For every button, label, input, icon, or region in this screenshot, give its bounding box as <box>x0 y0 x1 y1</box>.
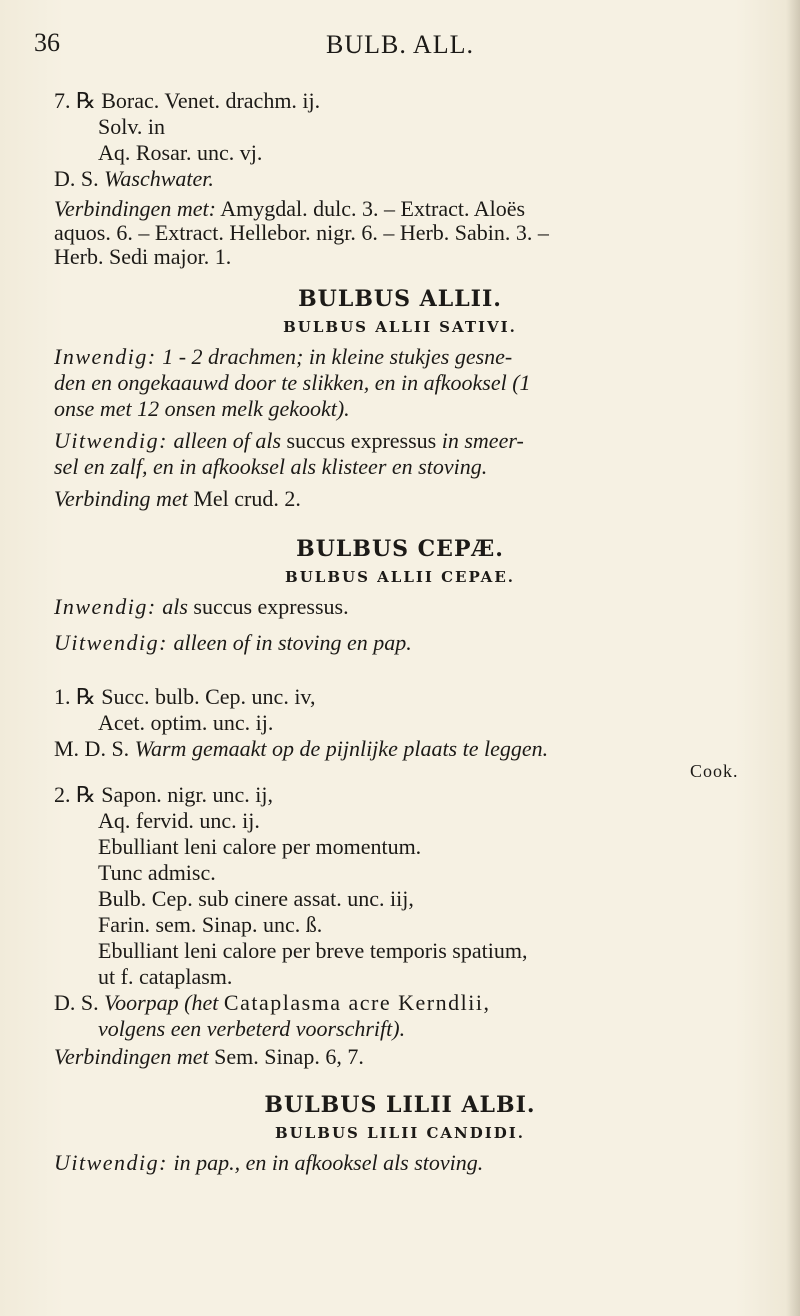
combinations-text: aquos. 6. – Extract. Hellebor. nigr. 6. – Herb. Sabin. 3. – <box>54 220 549 245</box>
recipe-line: Borac. Venet. drachm. ij. <box>101 88 321 113</box>
recipe-line: Aq. fervid. unc. ij. <box>98 808 260 833</box>
recipe-line: Ebulliant leni calore per momentum. <box>98 834 422 859</box>
combinations-label: Verbindingen met: <box>54 196 216 221</box>
recipe-line: Sapon. nigr. unc. ij, <box>101 782 273 807</box>
section-subheading: BULBUS ALLII SATIVI. <box>283 318 517 336</box>
signature-label: M. D. S. <box>54 736 130 761</box>
internal-label: Inwendig: <box>54 344 157 369</box>
external-text: alleen of in stoving en pap. <box>173 630 412 655</box>
recipe-number: 1. <box>54 684 71 709</box>
recipe-line: Acet. optim. unc. ij. <box>98 710 274 735</box>
internal-text: succus expressus. <box>193 594 349 619</box>
recipe-line: Aq. Rosar. unc. vj. <box>98 140 263 165</box>
recipe-line: Farin. sem. Sinap. unc. ß. <box>98 912 323 937</box>
external-text: succus expressus <box>286 428 437 453</box>
signature-label: D. S. <box>54 990 99 1015</box>
combinations-text: Sem. Sinap. 6, 7. <box>214 1044 364 1069</box>
recipe-number: 7. <box>54 88 71 113</box>
recipe-line: Tunc admisc. <box>98 860 216 885</box>
external-label: Uitwendig: <box>54 1150 168 1175</box>
recipe-line: Succ. bulb. Cep. unc. iv, <box>101 684 316 709</box>
recipe-line: Ebulliant leni calore per breve temporis spatium, <box>98 938 528 963</box>
signature-text: Warm gemaakt op de pijnlijke plaats te leggen. <box>134 736 549 761</box>
signature-text: Waschwater. <box>104 166 214 191</box>
recipe-line: Bulb. Cep. sub cinere assat. unc. iij, <box>98 886 414 911</box>
page-header <box>0 28 800 68</box>
external-text: in smeer- <box>441 428 524 453</box>
section-subheading: BULBUS ALLII CEPAE. <box>285 568 515 586</box>
internal-label: Inwendig: <box>54 594 157 619</box>
signature-text: volgens een verbeterd voorschrift). <box>98 1016 406 1041</box>
page-edge-shadow <box>786 0 800 1316</box>
recipe-line: Solv. in <box>98 114 166 139</box>
internal-text: onse met 12 onsen melk gekookt). <box>54 396 350 421</box>
signature-text: Voorpap (het <box>104 990 219 1015</box>
combinations-text: Mel crud. 2. <box>193 486 301 511</box>
source-attribution: Cook. <box>690 761 739 781</box>
external-text: sel en zalf, en in afkooksel als klisteer en stoving. <box>54 454 488 479</box>
rx-symbol: ℞ <box>76 782 96 807</box>
section-heading: BULBUS ALLII. <box>298 286 502 312</box>
external-text: in pap., en in afkooksel als stoving. <box>173 1150 484 1175</box>
signature-label: D. S. <box>54 166 99 191</box>
internal-text: den en ongekaauwd door te slikken, en in afkooksel (1 <box>54 370 531 395</box>
external-label: Uitwendig: <box>54 630 168 655</box>
internal-text: 1 - 2 drachmen; in kleine stukjes gesne- <box>162 344 513 369</box>
recipe-number: 2. <box>54 782 71 807</box>
section-subheading: BULBUS LILII CANDIDI. <box>274 1124 526 1142</box>
external-text: alleen of als <box>173 428 282 453</box>
recipe-line: ut f. cataplasm. <box>98 964 233 989</box>
signature-text: Cataplasma acre Kerndlii <box>223 990 484 1015</box>
rx-symbol: ℞ <box>76 684 96 709</box>
internal-text: als <box>162 594 188 619</box>
section-heading: BULBUS CEPÆ. <box>296 536 504 562</box>
section-heading: BULBUS LILII ALBI. <box>264 1092 536 1118</box>
rx-symbol: ℞ <box>76 88 96 113</box>
running-head: BULB. ALL. <box>326 30 474 59</box>
combinations-label: Verbinding met <box>54 486 188 511</box>
signature-text: , <box>483 990 489 1015</box>
combinations-text: Herb. Sedi major. 1. <box>54 244 232 269</box>
page-number: 36 <box>34 28 60 57</box>
external-label: Uitwendig: <box>54 428 168 453</box>
combinations-text: Amygdal. dulc. 3. – Extract. Aloës <box>220 196 526 221</box>
combinations-label: Verbindingen met <box>54 1044 209 1069</box>
